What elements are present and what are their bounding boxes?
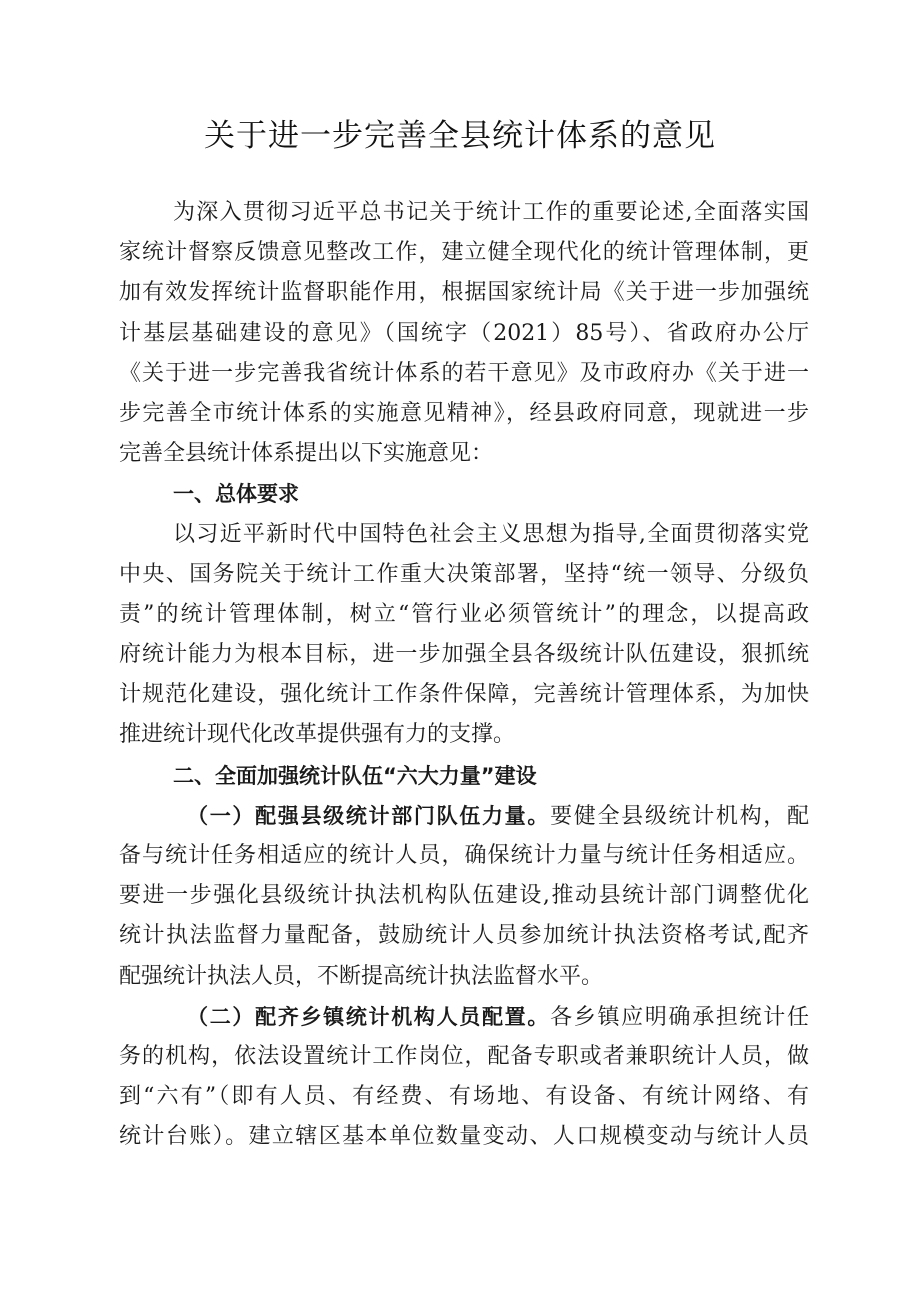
intro-line: 家统计督察反馈意见整改工作，建立健全现代化的统计管理体制，更: [119, 240, 809, 266]
document-body: [119, 193, 809, 1158]
section-heading: 二、全面加强统计队伍“六大力量”建设: [173, 763, 537, 788]
item-first-line: [119, 997, 809, 1037]
intro-line: 计基层基础建设的意见》（国统字（2021）85号）、省政府办公厅: [119, 320, 809, 346]
paragraph-line: 责”的统计管理体制，树立“管行业必须管统计”的理念，以提高政: [119, 601, 809, 627]
item-first-line: [119, 796, 809, 836]
intro-line: 为深入贯彻习近平总书记关于统计工作的重要论述,全面落实国: [173, 200, 809, 225]
item-lead: （一）配强县级统计部门队伍力量。: [187, 803, 551, 828]
paragraph-line: 务的机构，依法设置统计工作岗位，配备专职或者兼职统计人员，做: [119, 1043, 809, 1069]
intro-line: 步完善全市统计体系的实施意见精神》，经县政府同意，现就进一步: [119, 400, 809, 426]
paragraph-line: 中央、国务院关于统计工作重大决策部署，坚持“统一领导、分级负: [119, 561, 809, 587]
item-text: 各乡镇应明确承担统计任: [550, 1004, 809, 1030]
paragraph-line: 备与统计任务相适应的统计人员，确保统计力量与统计任务相适应。: [119, 843, 809, 868]
item-text: 要健全县级统计机构，配: [550, 803, 809, 829]
intro-line: 加有效发挥统计监督职能作用，根据国家统计局《关于进一步加强统: [119, 280, 809, 306]
paragraph-line: 以习近平新时代中国特色社会主义思想为指导,全面贯彻落实党: [173, 521, 809, 547]
paragraph-line: 府统计能力为根本目标，进一步加强全县各级统计队伍建设，狠抓统: [119, 642, 809, 668]
intro-line: 《关于进一步完善我省统计体系的若干意见》及市政府办《关于进一: [119, 360, 809, 386]
intro-line: 完善全县统计体系提出以下实施意见：: [119, 441, 494, 467]
document-title: 关于进一步完善全县统计体系的意见: [204, 118, 716, 154]
paragraph-line: 统计执法监督力量配备，鼓励统计人员参加统计执法资格考试,配齐: [119, 923, 809, 949]
paragraph-line: 配强统计执法人员，不断提高统计执法监督水平。: [119, 963, 604, 989]
item-lead: （二）配齐乡镇统计机构人员配置。: [187, 1004, 551, 1029]
paragraph-line: 统计台账）。建立辖区基本单位数量变动、人口规模变动与统计人员: [119, 1124, 809, 1150]
paragraph-line: 推进统计现代化改革提供强有力的支撑。: [119, 722, 516, 748]
section-heading: 一、总体要求: [173, 482, 299, 507]
paragraph-line: 计规范化建设，强化统计工作条件保障，完善统计管理体系，为加快: [119, 682, 809, 708]
paragraph-line: 到“六有”（即有人员、有经费、有场地、有设备、有统计网络、有: [119, 1084, 809, 1110]
paragraph-line: 要进一步强化县级统计执法机构队伍建设,推动县统计部门调整优化: [119, 883, 809, 909]
